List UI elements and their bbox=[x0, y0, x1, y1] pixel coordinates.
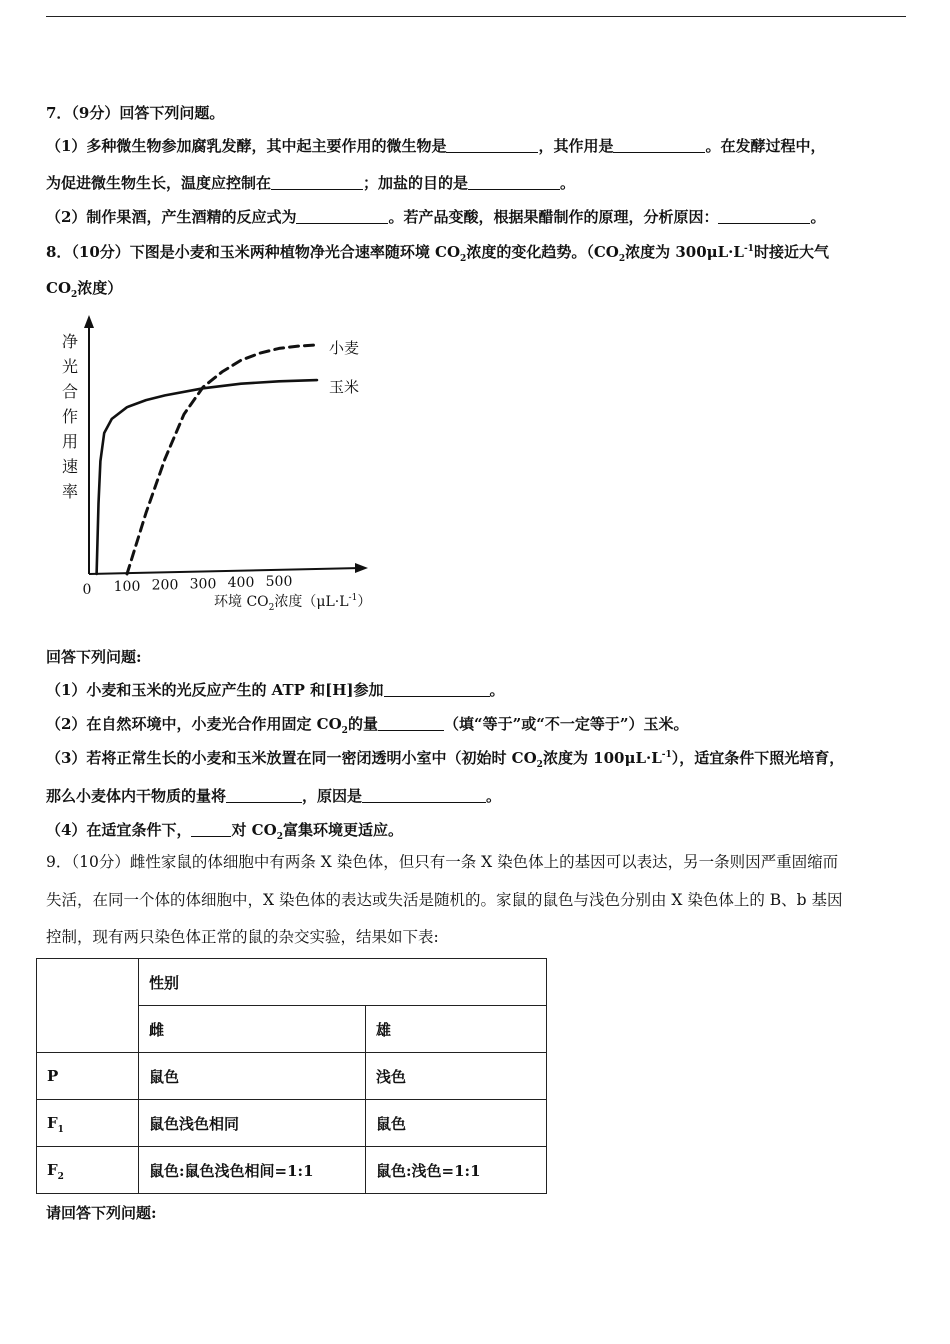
q7-line1 bbox=[46, 136, 825, 156]
x-label-text: ） bbox=[357, 594, 372, 610]
q8-sub1 bbox=[46, 680, 505, 700]
x-axis-arrow bbox=[355, 563, 368, 573]
text: 富集环境更适应。 bbox=[282, 821, 403, 839]
x-tick-label: 400 bbox=[227, 575, 255, 592]
table-header-male: 雄 bbox=[366, 1006, 547, 1053]
q8-header-line2 bbox=[46, 278, 122, 298]
female-cell: 鼠色浅色相同 bbox=[139, 1100, 366, 1147]
q8-sub2 bbox=[46, 714, 688, 734]
x-label-text: 环境 CO bbox=[214, 594, 269, 610]
table-corner-cell bbox=[37, 959, 139, 1053]
text: （1）小麦和玉米的光反应产生的 ATP 和[H]参加 bbox=[46, 681, 384, 699]
text: （3）若将正常生长的小麦和玉米放置在同一密闭透明小室中（初始时 CO bbox=[46, 749, 537, 767]
x-tick-label: 300 bbox=[189, 576, 217, 593]
text: （1）多种微生物参加腐乳发酵，其中起主要作用的微生物是 bbox=[46, 137, 447, 155]
q7-line2 bbox=[46, 173, 575, 193]
subscript: 2 bbox=[341, 726, 348, 736]
text: （2）在自然环境中，小麦光合作用固定 CO bbox=[46, 715, 342, 733]
text: 。 bbox=[810, 208, 826, 226]
x-axis-label bbox=[214, 593, 371, 613]
chart-series bbox=[97, 345, 317, 574]
male-cell: 浅色 bbox=[366, 1053, 547, 1100]
q8-header bbox=[46, 242, 829, 262]
female-cell: 鼠色 bbox=[139, 1053, 366, 1100]
series-line-corn bbox=[97, 380, 317, 574]
answer-blank[interactable] bbox=[362, 788, 486, 803]
answer-blank[interactable] bbox=[191, 822, 231, 837]
male-cell: 鼠色:浅色=1:1 bbox=[366, 1147, 547, 1194]
text: 。若产品变酸，根据果醋制作的原理，分析原因： bbox=[388, 208, 719, 226]
text: （填“等于”或“不一定等于”）玉米。 bbox=[443, 715, 689, 733]
legend-label: 玉米 bbox=[329, 378, 360, 397]
chart-legend bbox=[329, 339, 359, 396]
text: 。在发酵过程中， bbox=[705, 137, 826, 155]
superscript: -1 bbox=[743, 244, 754, 254]
text: （4）在适宜条件下， bbox=[46, 821, 192, 839]
text: ，其作用是 bbox=[538, 137, 614, 155]
series-line-wheat bbox=[127, 345, 317, 574]
answer-blank[interactable] bbox=[271, 175, 363, 190]
text: 时接近大气 bbox=[753, 243, 829, 261]
text: 。 bbox=[489, 681, 505, 699]
subscript: 2 bbox=[460, 254, 467, 264]
subscript: 2 bbox=[71, 290, 78, 300]
male-cell: 鼠色 bbox=[366, 1100, 547, 1147]
text: ；加盐的目的是 bbox=[363, 174, 469, 192]
text: 。 bbox=[560, 174, 576, 192]
text: 8．（10分）下图是小麦和玉米两种植物净光合速率随环境 CO bbox=[46, 243, 461, 261]
x-label-sub: 2 bbox=[268, 603, 275, 613]
answer-blank[interactable] bbox=[384, 682, 490, 697]
y-label-char: 用 bbox=[61, 432, 79, 451]
q7-line3 bbox=[46, 207, 825, 227]
table-header-female: 雌 bbox=[139, 1006, 366, 1053]
text: 浓度为 100μL·L bbox=[542, 749, 662, 767]
female-cell: 鼠色:鼠色浅色相间=1:1 bbox=[139, 1147, 366, 1194]
y-label-char: 合 bbox=[61, 382, 79, 401]
row-label bbox=[37, 1100, 139, 1147]
table-row bbox=[37, 1147, 547, 1194]
q9-prompt: 请回答下列问题: bbox=[46, 1204, 157, 1222]
text: F bbox=[47, 1161, 58, 1179]
y-label-char: 净 bbox=[61, 332, 79, 351]
header-rule bbox=[46, 16, 906, 17]
q8-sub3-line2 bbox=[46, 786, 501, 806]
text: 浓度为 300μL·L bbox=[625, 243, 744, 261]
x-tick-label: 100 bbox=[113, 578, 141, 595]
subscript: 2 bbox=[57, 1172, 64, 1182]
subscript: 2 bbox=[536, 760, 543, 770]
x-label-sup: -1 bbox=[348, 593, 358, 603]
q7-header: 7．（9分）回答下列问题。 bbox=[46, 104, 225, 122]
text: F bbox=[47, 1114, 58, 1132]
subscript: 2 bbox=[618, 254, 626, 264]
text: 的量 bbox=[347, 715, 378, 733]
cross-results-table bbox=[36, 958, 547, 1194]
answer-blank[interactable] bbox=[226, 788, 302, 803]
row-label bbox=[37, 1147, 139, 1194]
row-label bbox=[37, 1053, 139, 1100]
table-row bbox=[37, 1053, 547, 1100]
x-origin-label: 0 bbox=[82, 582, 92, 598]
y-label-char: 作 bbox=[61, 407, 79, 426]
text: ，原因是 bbox=[302, 787, 363, 805]
q8-sub3 bbox=[46, 748, 844, 768]
subscript: 2 bbox=[276, 832, 283, 842]
y-label-char: 速 bbox=[61, 457, 79, 476]
table-row bbox=[37, 1100, 547, 1147]
x-label-text: 浓度（μL·L bbox=[274, 594, 349, 610]
q9-line3: 控制，现有两只染色体正常的鼠的杂交实验，结果如下表: bbox=[46, 928, 439, 946]
legend-label: 小麦 bbox=[329, 338, 360, 357]
text: 浓度的变化趋势。（CO bbox=[466, 243, 619, 261]
answer-blank[interactable] bbox=[296, 209, 388, 224]
q9-line1: 9．（10分）雌性家鼠的体细胞中有两条 X 染色体，但只有一条 X 染色体上的基因可以表达，另一条则因严重固缩而 bbox=[46, 853, 839, 871]
answer-blank[interactable] bbox=[378, 716, 444, 731]
table-header-sex: 性别 bbox=[139, 959, 547, 1006]
text: CO bbox=[46, 279, 72, 297]
answer-blank[interactable] bbox=[446, 138, 538, 153]
text: P bbox=[47, 1067, 59, 1085]
text: 。 bbox=[486, 787, 502, 805]
y-label-char: 光 bbox=[61, 357, 79, 376]
answer-blank[interactable] bbox=[468, 175, 560, 190]
answer-blank[interactable] bbox=[613, 138, 705, 153]
x-tick-label: 200 bbox=[151, 577, 179, 594]
q8-prompt: 回答下列问题: bbox=[46, 648, 142, 666]
table-row bbox=[37, 959, 547, 1006]
answer-blank[interactable] bbox=[718, 209, 810, 224]
x-tick-label: 500 bbox=[265, 574, 293, 590]
y-axis-label bbox=[62, 332, 78, 501]
q9-line2: 失活，在同一个体的体细胞中，X 染色体的表达或失活是随机的。家鼠的鼠色与浅色分别由 X 染色体上的 B、b 基因 bbox=[46, 891, 843, 909]
text: 浓度） bbox=[77, 279, 123, 297]
q8-sub4 bbox=[46, 820, 403, 840]
y-axis-arrow bbox=[84, 315, 94, 328]
text: ），适宜条件下照光培育， bbox=[671, 749, 845, 767]
superscript: -1 bbox=[661, 750, 672, 760]
text: 那么小麦体内干物质的量将 bbox=[46, 787, 227, 805]
text: （2）制作果酒，产生酒精的反应式为 bbox=[46, 208, 297, 226]
text: 为促进微生物生长，温度应控制在 bbox=[46, 174, 272, 192]
subscript: 1 bbox=[57, 1125, 64, 1135]
photosynthesis-chart bbox=[46, 312, 406, 617]
text: 对 CO bbox=[231, 821, 277, 839]
y-label-char: 率 bbox=[61, 482, 79, 501]
